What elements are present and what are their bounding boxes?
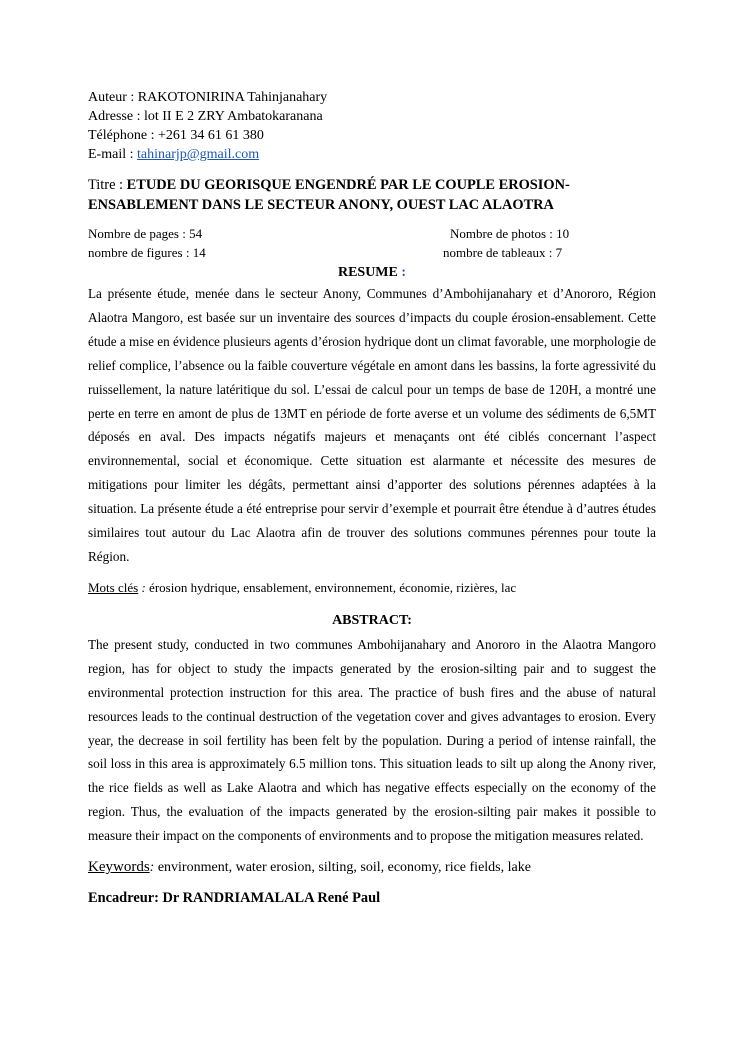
mots-cles-text: érosion hydrique, ensablement, environnement, économie, rizières, lac: [149, 579, 517, 595]
keywords-line: [88, 857, 656, 878]
mots-cles-sep: :: [138, 579, 150, 595]
author-line: Auteur : RAKOTONIRINA Tahinjanahary: [88, 90, 328, 105]
abstract-paragraph: The present study, conducted in two communes Ambohijanahary and Anororo in the Alaotra Mangoro region, has for object to study the impacts generated by the erosion-silting pair and to suggest the environmental protection instruction for this area. The practice of bush fires and the abuse of natural resources leads to the continual destruction of the vegetation cover and gives advantages to erosion. Every year, the decrease in soil fertility has been felt by the population. During a period of intense rainfall, the soil loss in this area is approximately 6.5 million tons. This situation leads to silt up along the Anony river, the rice fields as well as Lake Alaotra and which has negative effects especially on the economy of the region. Thus, the evaluation of the impacts generated by the erosion-silting pair makes it possible to measure their impact on the components of environments and to propose the mitigation measures related.: [88, 636, 656, 844]
resume-heading-colon: :: [397, 265, 407, 280]
email-label: E-mail :: [88, 147, 137, 162]
mots-cles-line: [88, 579, 656, 597]
email-line: [88, 145, 656, 164]
encadreur-line: Encadreur: Dr RANDRIAMALALA René Paul: [88, 890, 381, 907]
stats-row-1: [88, 224, 656, 243]
keywords-label: Keywords: [88, 859, 150, 876]
pages-count: Nombre de pages : 54: [88, 226, 203, 241]
photos-count: Nombre de photos : 10: [450, 226, 570, 241]
email-link[interactable]: tahinarjp@gmail.com: [137, 147, 260, 162]
title-text: ETUDE DU GEORISQUE ENGENDRÉ PAR LE COUPLE EROSION-ENSABLEMENT DANS LE SECTEUR ANONY, OUEST LAC ALAOTRA: [88, 177, 570, 213]
keywords-text: environment, water erosion, silting, soil, economy, rice fields, lake: [157, 860, 531, 876]
resume-heading-text: RESUME: [337, 265, 398, 280]
mots-cles-label: Mots clés: [88, 579, 139, 595]
document-page: [88, 88, 656, 908]
stats-row-2: [88, 243, 656, 262]
header-block: [88, 88, 656, 164]
title-block: [88, 175, 656, 215]
stats-block: [88, 224, 656, 262]
title-label: Titre :: [88, 177, 127, 193]
figures-count: nombre de figures : 14: [88, 245, 206, 260]
phone-line: Téléphone : +261 34 61 61 380: [88, 128, 264, 143]
resume-paragraph: La présente étude, menée dans le secteur Anony, Communes d’Ambohijanahary et d’Anororo, Région Alaotra Mangoro, est basée sur un inventaire des sources d’impacts du couple érosion-ensablement. Cette étude a mise en évidence plusieurs agents d’érosion hydrique dont un climat favorable, une morphologie de relief complice, l’absence ou la faible couverture végétale en amont dans les bassins, la forte agressivité du ruissellement, la nature latéritique du sol. L’essai de calcul pour un temps de base de 120H, a montré une perte en terre en amont de plus de 13MT en période de forte averse et un volume des sédiments de 6,5MT déposés en aval. Des impacts négatifs majeurs et menaçants ont été ciblés concernant l’aspect environnemental, social et économique. Cette situation est alarmante et nécessite des mesures de mitigations pour limiter les dégâts, permettant ainsi d’apporter des solutions pérennes adaptées à la situation. La présente étude a été entreprise pour servir d’exemple et pourrait être étendue à d’autres études similaires tout autour du Lac Alaotra afin de trouver des solutions communes pérennes pour toute la Région.: [88, 286, 656, 564]
tables-count: nombre de tableaux : 7: [443, 245, 563, 260]
keywords-sep: :: [149, 860, 158, 876]
abstract-heading: ABSTRACT:: [332, 612, 412, 628]
address-line: Adresse : lot II E 2 ZRY Ambatokaranana: [88, 109, 323, 124]
resume-heading: [88, 264, 656, 282]
